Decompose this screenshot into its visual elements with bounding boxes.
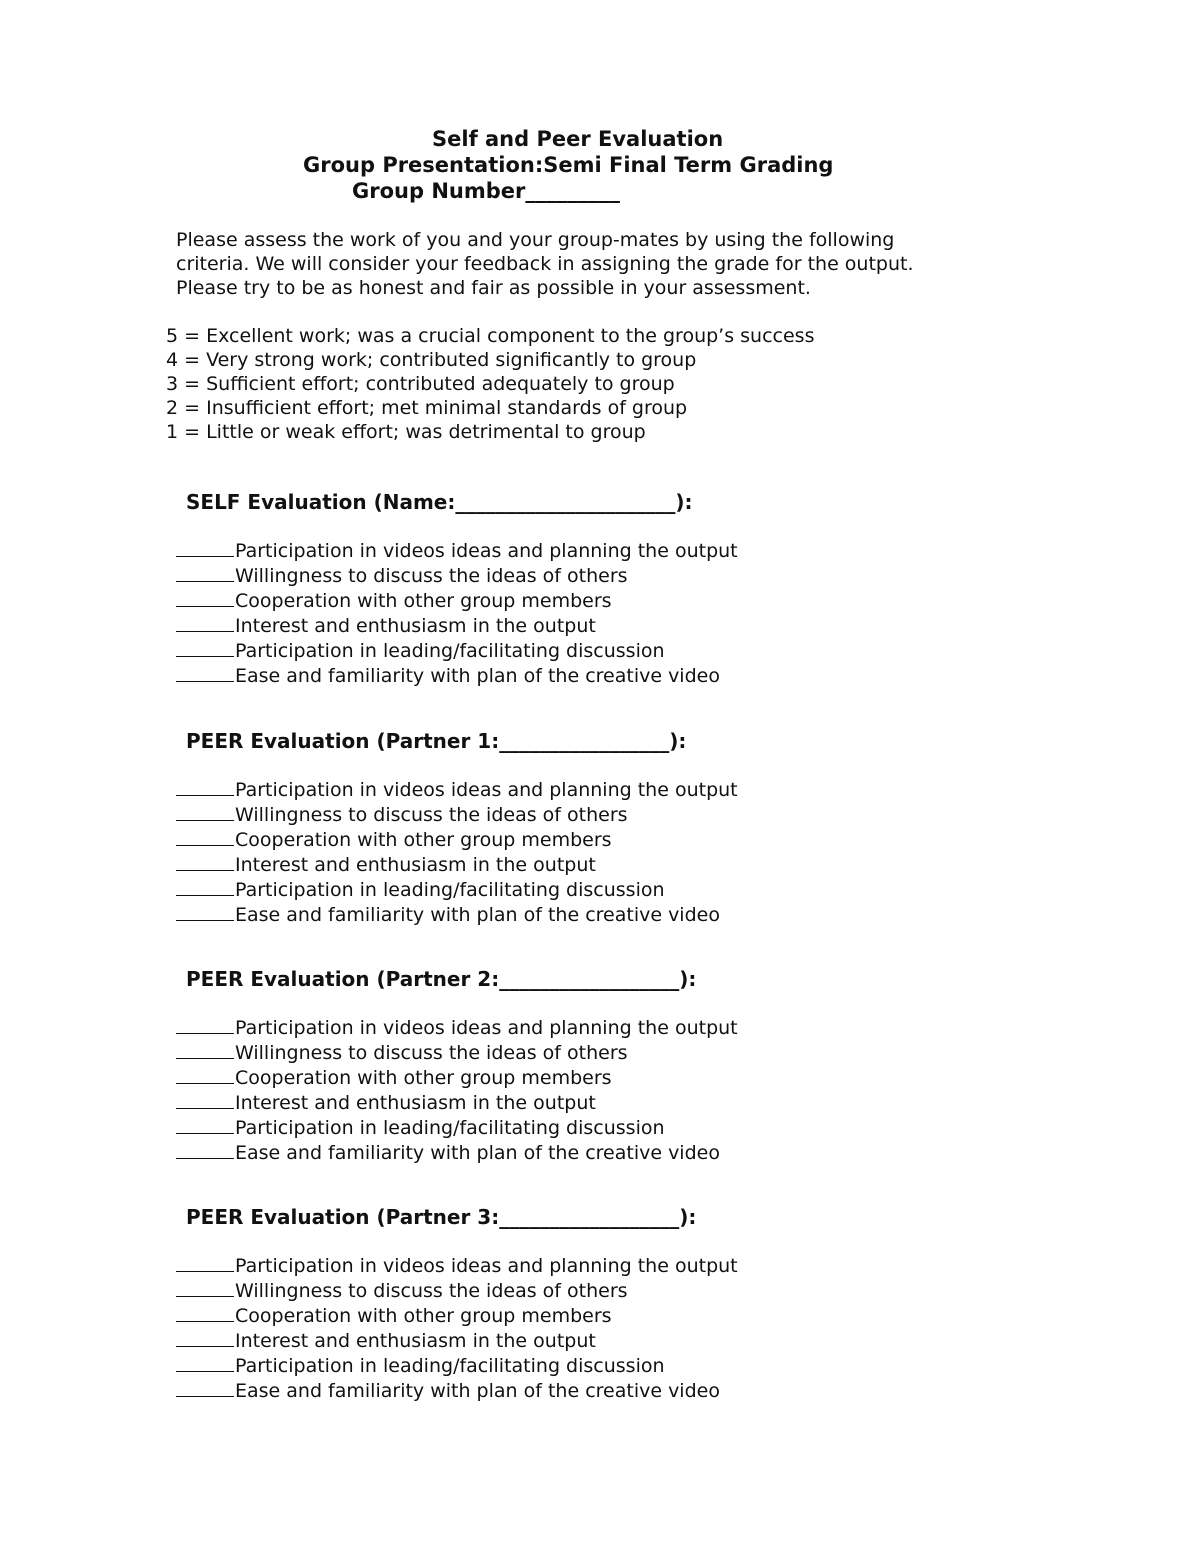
criteria-list: [176, 777, 738, 927]
rating-scale-item: 2 = Insufficient effort; met minimal standards of group: [166, 397, 688, 419]
document-title: Self and Peer Evaluation: [432, 127, 724, 151]
rating-scale: [166, 324, 986, 444]
criterion-row: [176, 1278, 738, 1303]
criterion-label: Ease and familiarity with plan of the creative video: [235, 1142, 720, 1164]
criterion-row: [176, 1015, 738, 1040]
criterion-row: [176, 1353, 738, 1378]
criterion-row: [176, 1115, 738, 1140]
criterion-row: [176, 1040, 738, 1065]
criterion-label: Cooperation with other group members: [235, 1067, 612, 1089]
criterion-row: [176, 827, 738, 852]
criterion-label: Participation in videos ideas and planning the output: [235, 1255, 738, 1277]
criterion-label: Cooperation with other group members: [235, 1305, 612, 1327]
score-blank[interactable]: [176, 802, 234, 821]
score-blank[interactable]: [176, 1378, 234, 1397]
criterion-label: Ease and familiarity with plan of the creative video: [235, 665, 720, 687]
score-blank[interactable]: [176, 1140, 234, 1159]
criterion-row: [176, 1253, 738, 1278]
criterion-label: Interest and enthusiasm in the output: [235, 615, 596, 637]
criterion-label: Interest and enthusiasm in the output: [235, 1092, 596, 1114]
score-blank[interactable]: [176, 1353, 234, 1372]
instructions-line: Please try to be as honest and fair as possible in your assessment.: [176, 277, 811, 299]
instructions-paragraph: [176, 228, 996, 300]
score-blank[interactable]: [176, 777, 234, 796]
criterion-label: Participation in leading/facilitating discussion: [235, 1117, 665, 1139]
criterion-label: Participation in leading/facilitating discussion: [235, 640, 665, 662]
score-blank[interactable]: [176, 1115, 234, 1134]
criterion-label: Willingness to discuss the ideas of others: [235, 804, 628, 826]
score-blank[interactable]: [176, 877, 234, 896]
criterion-row: [176, 1328, 738, 1353]
score-blank[interactable]: [176, 663, 234, 682]
score-blank[interactable]: [176, 1015, 234, 1034]
instructions-line: criteria. We will consider your feedback in assigning the grade for the output.: [176, 253, 914, 275]
score-blank[interactable]: [176, 1278, 234, 1297]
rating-scale-item: 1 = Little or weak effort; was detrimental to group: [166, 421, 646, 443]
rating-scale-item: 4 = Very strong work; contributed significantly to group: [166, 349, 697, 371]
criterion-label: Willingness to discuss the ideas of others: [235, 1280, 628, 1302]
score-blank[interactable]: [176, 538, 234, 557]
criterion-label: Ease and familiarity with plan of the creative video: [235, 1380, 720, 1402]
criterion-label: Participation in videos ideas and planning the output: [235, 1017, 738, 1039]
criterion-label: Participation in leading/facilitating discussion: [235, 1355, 665, 1377]
document-subtitle: Group Presentation:Semi Final Term Grading: [303, 153, 834, 177]
criterion-row: [176, 588, 738, 613]
rating-scale-item: 3 = Sufficient effort; contributed adequately to group: [166, 373, 675, 395]
criteria-list: [176, 538, 738, 688]
criterion-row: [176, 1303, 738, 1328]
score-blank[interactable]: [176, 563, 234, 582]
criterion-label: Ease and familiarity with plan of the creative video: [235, 904, 720, 926]
score-blank[interactable]: [176, 613, 234, 632]
score-blank[interactable]: [176, 588, 234, 607]
criterion-label: Participation in videos ideas and planning the output: [235, 779, 738, 801]
criterion-row: [176, 613, 738, 638]
score-blank[interactable]: [176, 1090, 234, 1109]
criteria-list: [176, 1015, 738, 1165]
criterion-row: [176, 563, 738, 588]
rating-scale-item: 5 = Excellent work; was a crucial component to the group’s success: [166, 325, 815, 347]
criterion-label: Cooperation with other group members: [235, 829, 612, 851]
criterion-row: [176, 852, 738, 877]
score-blank[interactable]: [176, 638, 234, 657]
criterion-label: Participation in leading/facilitating discussion: [235, 879, 665, 901]
section-heading[interactable]: PEER Evaluation (Partner 3:__________________):: [186, 1205, 697, 1229]
criterion-row: [176, 1090, 738, 1115]
criterion-row: [176, 663, 738, 688]
title-block: [0, 126, 1200, 204]
score-blank[interactable]: [176, 1065, 234, 1084]
section-heading[interactable]: PEER Evaluation (Partner 1:_________________):: [186, 729, 687, 753]
criterion-label: Willingness to discuss the ideas of others: [235, 1042, 628, 1064]
section-heading[interactable]: PEER Evaluation (Partner 2:__________________):: [186, 967, 697, 991]
instructions-line: Please assess the work of you and your group-mates by using the following: [176, 229, 895, 251]
score-blank[interactable]: [176, 1328, 234, 1347]
criterion-row: [176, 802, 738, 827]
group-number-field[interactable]: Group Number_________: [352, 179, 620, 203]
criterion-row: [176, 638, 738, 663]
criterion-label: Participation in videos ideas and planning the output: [235, 540, 738, 562]
criterion-label: Willingness to discuss the ideas of others: [235, 565, 628, 587]
criterion-row: [176, 1378, 738, 1403]
criterion-label: Interest and enthusiasm in the output: [235, 1330, 596, 1352]
criteria-list: [176, 1253, 738, 1403]
score-blank[interactable]: [176, 852, 234, 871]
score-blank[interactable]: [176, 827, 234, 846]
criterion-row: [176, 1140, 738, 1165]
score-blank[interactable]: [176, 902, 234, 921]
section-heading[interactable]: SELF Evaluation (Name:______________________):: [186, 490, 693, 514]
score-blank[interactable]: [176, 1040, 234, 1059]
criterion-row: [176, 777, 738, 802]
criterion-row: [176, 538, 738, 563]
score-blank[interactable]: [176, 1253, 234, 1272]
score-blank[interactable]: [176, 1303, 234, 1322]
criterion-row: [176, 877, 738, 902]
criterion-label: Cooperation with other group members: [235, 590, 612, 612]
criterion-row: [176, 1065, 738, 1090]
criterion-row: [176, 902, 738, 927]
criterion-label: Interest and enthusiasm in the output: [235, 854, 596, 876]
